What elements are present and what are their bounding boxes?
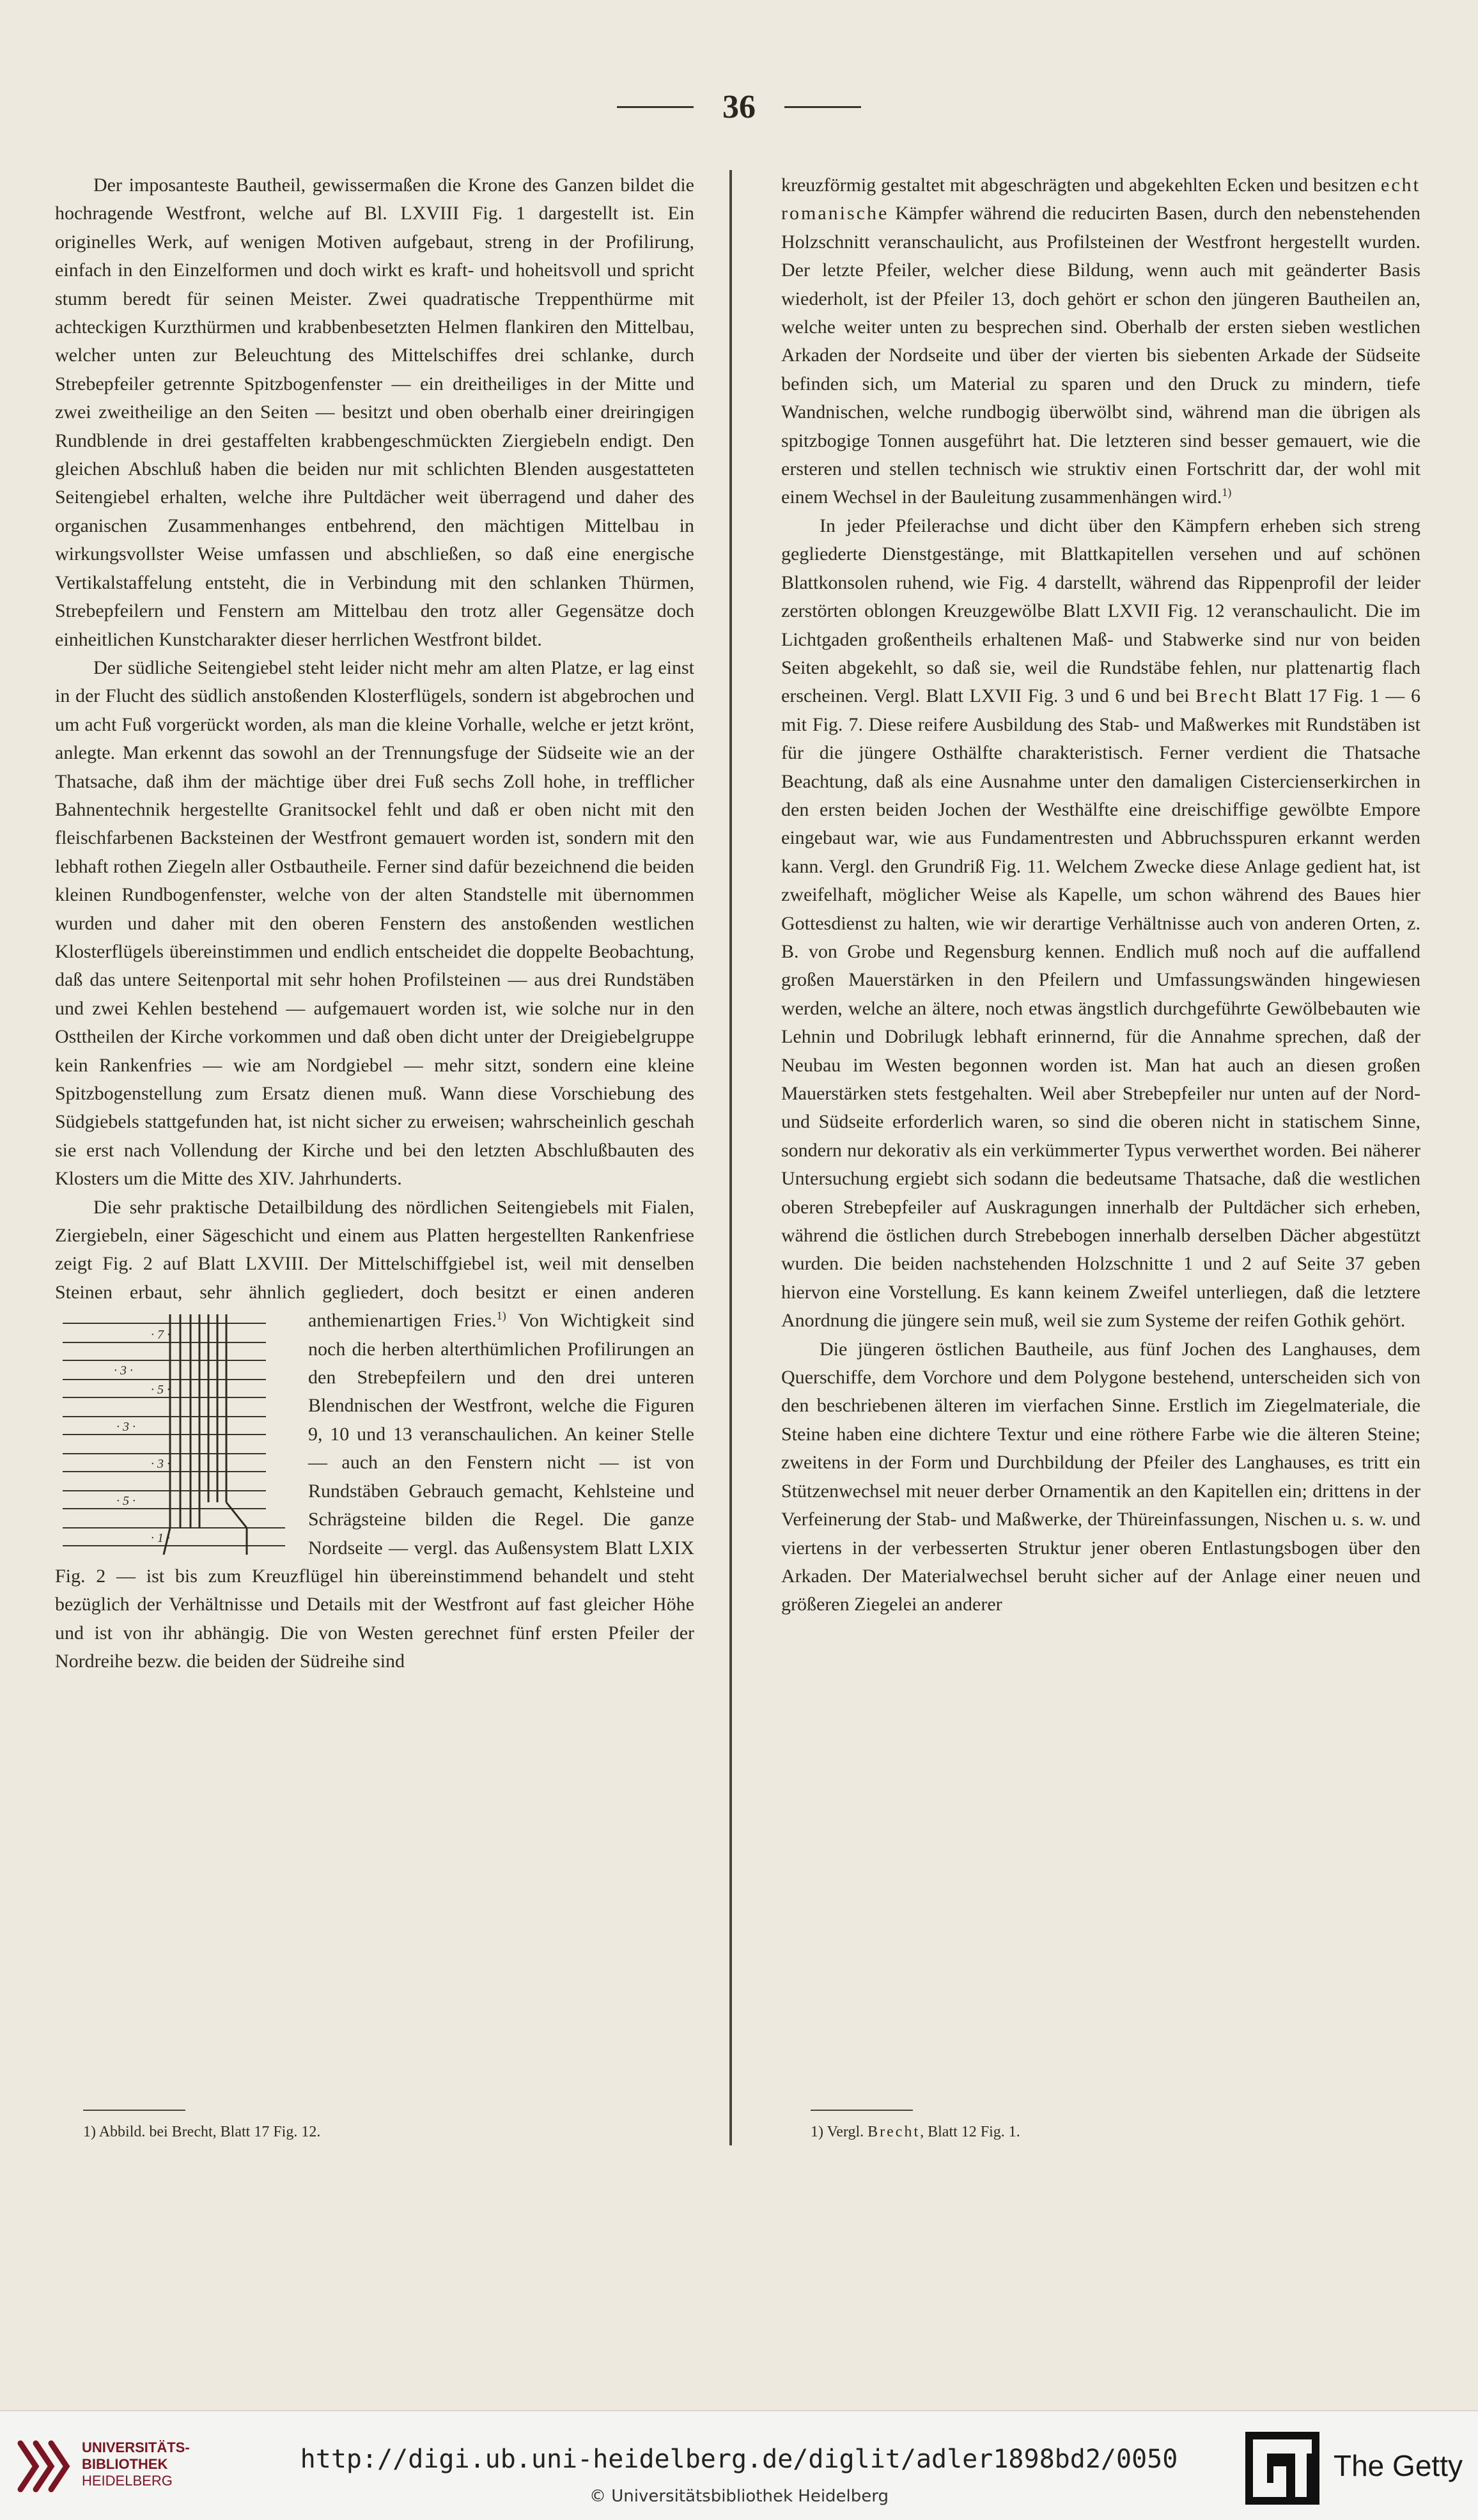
digitization-footer: [0, 2410, 1478, 2520]
left-paragraph-3b: Von Wichtigkeit sind noch die herben alterthümlichen Profilirungen an den Strebepfeilern und den drei unteren Blendnischen der Westfront, welche die Figuren 9, 10 und 13 veranschaulichen. An keiner Stelle — auch an den Fenstern nicht — ist von Rundstäben Gebrauch gemacht, Kehlsteine und Schrägsteine bilden die Regel. Die ganze Nordseite — vergl. das Außensystem Blatt LXIX Fig. 2 — ist bis zum Kreuzflügel hin übereinstimmend behandelt und steht bezüglich der Verhältnisse und Details mit der Westfront auf fast gleicher Höhe und ist von ihr abhängig. Die von Westen gerechnet fünf ersten Pfeiler der Nordreihe bezw. die beiden der Südreihe sind: [55, 1310, 694, 1672]
course-label-1: · 7 ·: [151, 1328, 170, 1342]
right-footnote-emphasis: Brecht: [867, 2124, 921, 2140]
column-divider: [729, 170, 732, 2145]
left-footnote: [83, 2124, 320, 2141]
right-paragraph-1: [781, 171, 1420, 512]
right-emphasis-brecht: Brecht: [1195, 685, 1259, 707]
left-paragraph-2: Der südliche Seitengiebel steht leider nicht mehr am alten Platze, er lag einst in der Flucht des südlich anstoßenden Klosterflügels, sondern ist abgebrochen und um acht Fuß vorgerückt worden, als man die kleine Vorhalle, welche er jetzt krönt, anlegte. Man erkennt das sowohl an der Trennungsfuge der Südseite wie an der Thatsache, daß ihm der mächtige über drei Fuß sechs Zoll hohe, in trefflicher Bahnentechnik hergestellte Granitsockel fehlt und daß er oben nicht mit den fleischfarbenen Backsteinen der Westfront gemauert worden ist, sondern mit den lebhaft rothen Ziegeln aller Ostbautheile. Ferner sind dafür bezeichnend die beiden kleinen Rundbogenfenster, welche von der alten Standstelle mit übernommen wurden und daher mit den oberen Fenstern des anstoßenden westlichen Klosterflügels übereinstimmen und endlich entscheidet die doppelte Beobachtung, daß das untere Seitenportal mit sehr hohen Profilsteinen — aus drei Rundstäben und zwei Kehlen bestehend — aufgemauert worden ist, wie solche nur in den Osttheilen der Kirche vorkommen und daß oben dicht unter der Dreigiebelgruppe kein Rankenfries — wie am Nordgiebel — mehr sitzt, sondern eine kleine Spitzbogenstellung zum Ersatz dienen muß. Wann diese Vorschiebung des Südgiebels stattgefunden hat, ist nicht sicher zu erweisen; wahrscheinlich geschah sie erst nach Vollendung der Kirche und bei den letzten Abschlußbauten des Klosters um die Mitte des XIV. Jahrhunderts.: [55, 657, 694, 1190]
right-column: [781, 171, 1420, 1619]
left-paragraph-3a: Die sehr praktische Detailbildung des nördlichen Seitengiebels mit Fialen, Ziergiebeln, einer Sägeschicht und einem aus Platten hergestellten Rankenfriese zeigt Fig. 2 auf Blatt LXVIII. Der Mittelschiffgiebel ist, weil mit denselben Steinen erbaut, sehr ähnlich gegliedert, doch besitzt er einen anderen anthemienartigen Fries.: [55, 1196, 694, 1332]
right-footnote-text-b: , Blatt 12 Fig. 1.: [920, 2124, 1020, 2140]
right-footnote: [811, 2124, 1020, 2141]
right-paragraph-2b: Blatt 17 Fig. 1 — 6 mit Fig. 7. Diese reifere Ausbildung des Stab- und Maßwerkes mit Rundstäben ist für die jüngere Osthälfte charakteristisch. Ferner verdient die Thatsache Beachtung, daß als eine Ausnahme unter den damaligen Cistercienserkirchen in den ersten beiden Jochen der Westhälfte eine dreischiffige gewölbte Empore eingebaut war, wie aus Fundamentresten und Abbruchsspuren erkannt werden kann. Vergl. den Grundriß Fig. 11. Welchem Zwecke diese Anlage gedient hat, ist zweifelhaft, möglicher Weise als Kapelle, um schon während des Baues hier Gottesdienst zu halten, wie wir derartige Verhältnisse auch von anderen Orten, z. B. von Grobe und Regensburg kennen. Endlich muß noch auf die auffallend großen Mauerstärken in den Pfeilern und Umfassungswänden hingewiesen werden, welche an ältere, noch etwas ängstlich durchgeführte Gewölbebauten wie Lehnin und Dobrilugk lebhaft erinnernd, für die Annahme sprechen, daß der Neubau im Westen begonnen worden ist. Man hat auch an diesen großen Mauerstärken stets festgehalten. Weil aber Strebepfeiler nur unten auf der Nord- und Südseite erforderlich waren, so sind die oberen nicht in statischem Sinne, sondern nur dekorativ als ein verkümmerter Typus verwerthet worden. Bei näherer Untersuchung ergiebt sich sodann die bedeutsame Thatsache, daß die westlichen oberen Strebepfeiler auf Auskragungen innerhalb der Pultdächer sich erheben, während die östlichen durch Strebebogen innerhalb derselben Dächer abgestützt wurden. Die beiden nachstehenden Holzschnitte 1 und 2 auf Seite 37 geben hiervon eine Vorstellung. Es kann keinem Zweifel unterliegen, daß die letztere Anordnung die jüngere sein muß, weil sie zum Systeme der reifen Gothik gehört.: [781, 685, 1420, 1332]
woodcut-figure: [55, 1311, 292, 1555]
right-emphasis-romanische: echt romanische: [781, 175, 1420, 224]
left-footnote-text: Abbild. bei Brecht, Blatt 17 Fig. 12.: [98, 2124, 321, 2140]
right-paragraph-1a: kreuzförmig gestaltet mit abgeschrägten und abgekehlten Ecken und besitzen: [781, 175, 1381, 196]
footnote-ref: 1): [496, 1309, 506, 1323]
right-footnote-number: 1): [811, 2124, 823, 2140]
page-number: 36: [722, 89, 756, 125]
getty-name[interactable]: The Getty: [1334, 2449, 1463, 2482]
left-column: [55, 171, 694, 1676]
left-paragraph-3: [55, 1194, 694, 1676]
getty-logo-icon[interactable]: [1244, 2431, 1321, 2506]
course-label-7: · 1 ·: [151, 1531, 170, 1546]
permalink-url[interactable]: http://digi.ub.uni-heidelberg.de/diglit/adler1898bd2/0050: [300, 2445, 1178, 2474]
right-footnote-rule: [811, 2110, 913, 2111]
right-paragraph-3: Die jüngeren östlichen Bautheile, aus fünf Jochen des Langhauses, dem Querschiffe, dem Vorchore und dem Polygone bestehend, unterscheiden sich von den beschriebenen älteren im vierfachen Sinne. Erstlich im Ziegelmateriale, die Steine haben eine dichtere Textur und eine röthere Farbe wie die älteren Steine; zweitens in der Form und Durchbildung der Pfeiler des Langhauses, es tritt ein Stützenwechsel mit neuer derber Ornamentik an den Kapitellen ein; drittens in der Verfeinerung der Stab- und Maßwerke, der Thüreinfassungen, Nischen u. s. w. und viertens in der verbesserten Struktur jener oberen Entlastungsbogen über den Arkaden. Der Materialwechsel beruht sicher auf der Anlage einer neuen und größeren Ziegelei an anderer: [781, 1338, 1420, 1615]
course-label-3: · 5 ·: [151, 1383, 170, 1397]
library-name-line-1: UNIVERSITÄTS-: [82, 2439, 190, 2455]
library-name-line-3: HEIDELBERG: [82, 2473, 173, 2489]
right-paragraph-2a: In jeder Pfeilerachse und dicht über den Kämpfern erheben sich streng gegliederte Dienstgestänge, mit Blattkapitellen versehen und auf schönen Blattkonsolen ruhend, wie Fig. 4 darstellt, während das Rippenprofil der leider zerstörten oblongen Kreuzgewölbe Blatt LXVII Fig. 12 veranschaulicht. Die im Lichtgaden großentheils erhaltenen Maß- und Stabwerke sind nur von beiden Seiten abgekehlt, so daß sie, weil die Rundstäbe fehlen, nur plattenartig flach erscheinen. Vergl. Blatt LXVII Fig. 3 und 6 und bei: [781, 515, 1420, 707]
course-label-6: · 5 ·: [116, 1494, 136, 1509]
right-footnote-ref: 1): [1222, 486, 1232, 499]
left-footnote-rule: [83, 2110, 185, 2111]
left-paragraph-1: Der imposanteste Bautheil, gewissermaßen die Krone des Ganzen bildet die hochragende Westfront, welche auf Bl. LXVIII Fig. 1 dargestellt ist. Ein originelles Werk, auf wenigen Motiven aufgebaut, streng in der Profilirung, einfach in den Einzelformen und doch wirkt es kraft- und hoheitsvoll und spricht stumm beredt für seinen Meister. Zwei quadratische Treppenthürme mit achteckigen Kurzthürmen und krabbenbesetzten Helmen flankiren den Mittelbau, welcher unten zur Beleuchtung des Mittelschiffes drei schlanke, durch Strebepfeiler getrennte Spitzbogenfenster — ein dreitheiliges in der Mitte und zwei zweitheilige an den Seiten — besitzt und oben oberhalb einer dreiringigen Rundblende in drei gestaffelten krabbengeschmückten Ziergiebeln endigt. Den gleichen Abschluß haben die beiden nur mit schlichten Blenden ausgestatteten Seitengiebel erhalten, welche ihre Pultdächer weit überragend und daher des organischen Zusammenhanges entbehrend, den mächtigen Mittelbau in wirkungsvollster Weise umfassen und abschließen, so daß eine energische Vertikalstaffelung entsteht, die in Verbindung mit den schlanken Thürmen, Strebepfeilern und Fenstern am Mittelbau den trotz aller Gegensätze doch einheitlichen Kunstcharakter dieser herrlichen Westfront bildet.: [55, 175, 694, 650]
right-paragraph-1b: Kämpfer während die reducirten Basen, durch den nebenstehenden Holzschnitt veranschaulicht, aus Profilsteinen der Westfront hergestellt wurden. Der letzte Pfeiler, welcher diese Bildung, wenn auch mit geänderter Basis wiederholt, ist der Pfeiler 13, doch gehört er schon den jüngeren Bautheilen an, welche weiter unten zu besprechen sind. Oberhalb der ersten sieben westlichen Arkaden der Nordseite und über der vierten bis siebenten Arkade der Südseite befinden sich, um Material zu sparen und den Druck zu mindern, tiefe Wandnischen, welche rundbogig überwölbt sind, während man die übrigen als spitzbogige Tonnen ausgeführt hat. Die letzteren sind besser gemauert, wie die ersteren und stellen technisch wie struktiv einen Fortschritt dar, der wohl mit einem Wechsel in der Bauleitung zusammenhängen wird.: [781, 203, 1420, 508]
course-label-4: · 3 ·: [116, 1420, 136, 1435]
pier-base-woodcut: [55, 1311, 292, 1555]
course-label-5: · 3 ·: [151, 1457, 170, 1472]
library-name-line-2: BIBLIOTHEK: [82, 2456, 168, 2472]
left-footnote-number: 1): [83, 2124, 96, 2140]
course-label-2: · 3 ·: [114, 1364, 133, 1378]
right-footnote-text-a: Vergl.: [827, 2124, 868, 2140]
page-header: [0, 88, 1478, 146]
copyright-notice: © Universitätsbibliothek Heidelberg: [589, 2487, 889, 2506]
header-rule-left: [617, 106, 694, 108]
header-rule-right: [784, 106, 861, 108]
right-paragraph-2: [781, 512, 1420, 1335]
